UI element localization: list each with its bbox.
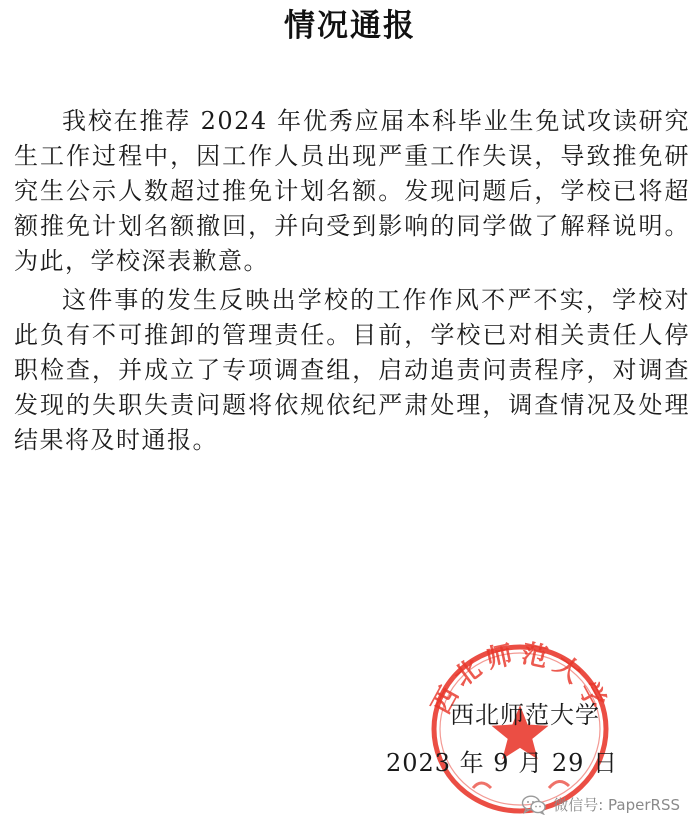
document-body <box>14 104 690 462</box>
signature-org: 西北师范大学 <box>450 701 600 729</box>
document-date: 2023 年 9 月 29 日 <box>385 749 618 777</box>
watermark <box>521 794 680 815</box>
paragraph-1: 我校在推荐 2024 年优秀应届本科毕业生免试攻读研究生工作过程中，因工作人员出现严重工作失误，导致推免研究生公示人数超过推免计划名额。发现问题后，学校已将超额推免计划名额撤回，并向受到影响的同学做了解释说明。为此，学校深表歉意。 <box>14 107 690 275</box>
paragraph-2: 这件事的发生反映出学校的工作作风不严不实，学校对此负有不可推卸的管理责任。目前，学校已对相关责任人停职检查，并成立了专项调查组，启动追责问责程序，对调查发现的失职失责问题将依规依纪严肃处理，调查情况及处理结果将及时通报。 <box>14 286 690 454</box>
document-title: 情况通报 <box>284 8 416 44</box>
seal-text: 西北师范大学 <box>426 638 614 720</box>
watermark-text: 微信号: PaperRSS <box>553 796 680 814</box>
wechat-icon <box>521 795 547 815</box>
